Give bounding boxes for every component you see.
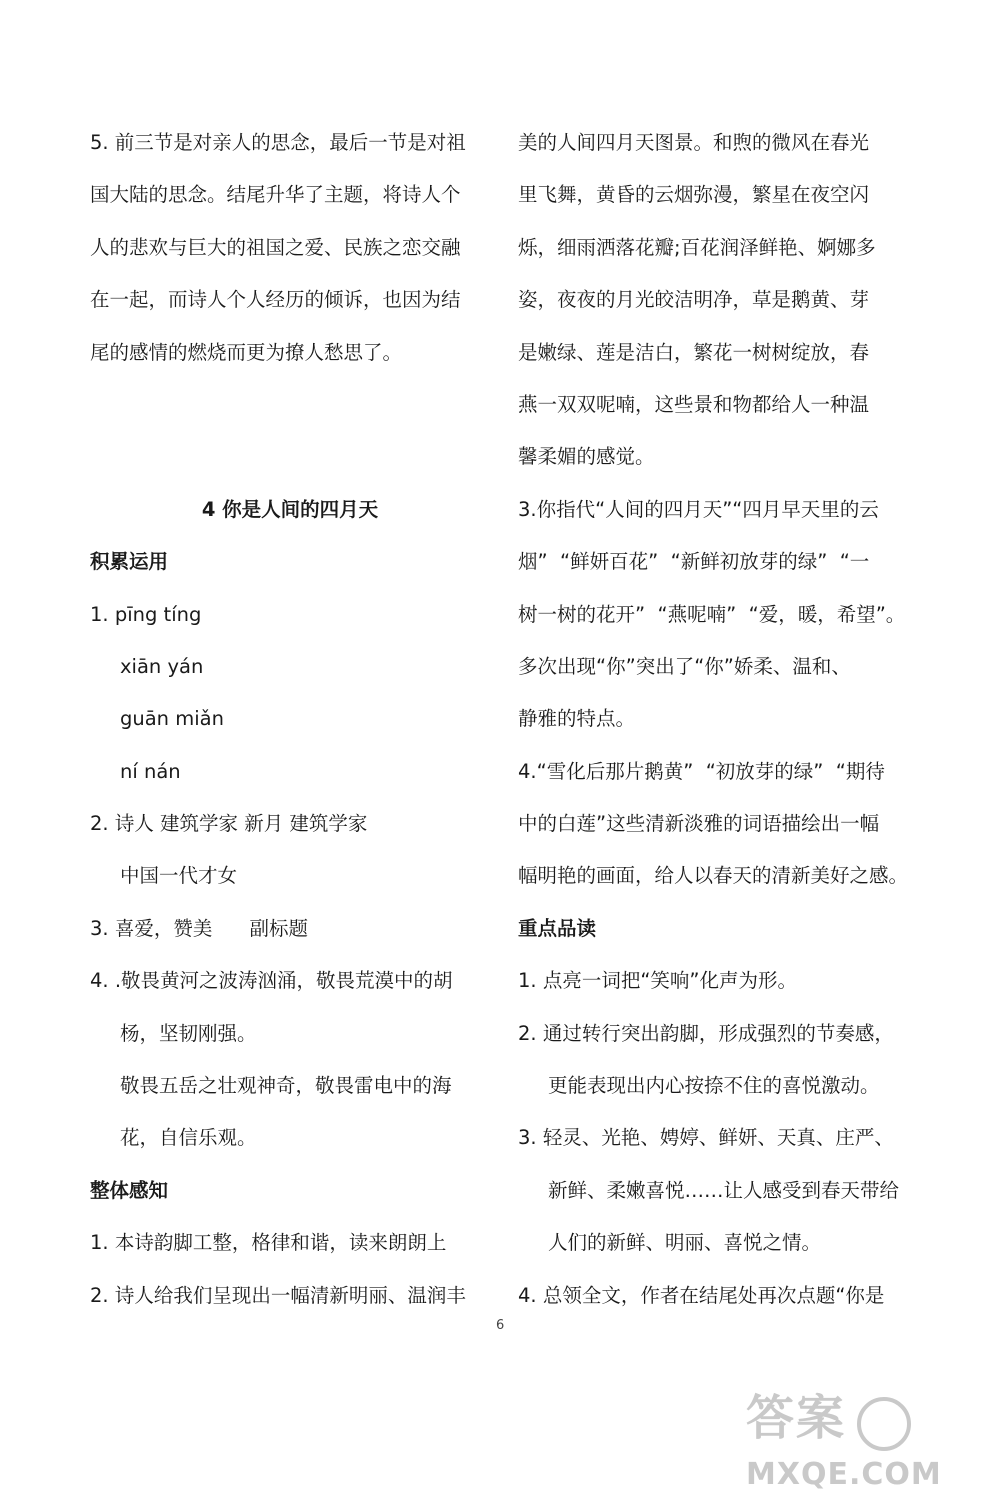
answer-text: 通过转行突出韵脚，形成强烈的节奏感， — [542, 1021, 894, 1045]
answer-text: 敬畏五岳之壮观神奇，敬畏雷电中的海 — [120, 1074, 452, 1098]
answer-text: 喜爱，赞美 副标题 — [114, 916, 309, 940]
question-number: 1. — [518, 969, 537, 993]
question-number: 4. — [518, 1283, 537, 1307]
pinyin-answer: xiān yán — [120, 654, 204, 678]
answer-text: .敬畏黄河之波涛汹涌，敬畏荒漠中的胡 — [114, 969, 453, 993]
answer-text: 花，自信乐观。 — [120, 1126, 257, 1150]
answer-text: 点亮一词把“笑响”化声为形。 — [542, 969, 798, 993]
key-question-4 — [518, 1270, 918, 1322]
answer-text: 杨，坚韧刚强。 — [120, 1021, 257, 1045]
answer-3-line: 树一树的花开” “燕呢喃” “爱，暖，希望”。 — [518, 602, 906, 626]
continued-line: 燕一双双呢喃，这些景和物都给人一种温 — [518, 392, 870, 416]
continued-line: 里飞舞，黄昏的云烟弥漫，繁星在夜空闪 — [518, 183, 870, 207]
answer-5-line: 人的悲欢与巨大的祖国之爱、民族之恋交融 — [90, 235, 461, 259]
answer-text: 总领全文，作者在结尾处再次点题“你是 — [542, 1283, 885, 1307]
answer-4-line: 4.“雪化后那片鹅黄” “初放芽的绿” “期待 — [518, 759, 885, 783]
answer-5-line: 国大陆的思念。结尾升华了主题，将诗人个 — [90, 183, 461, 207]
answer-text: 诗人给我们呈现出一幅清新明丽、温润丰 — [114, 1283, 466, 1307]
answer-text: 新鲜、柔嫩喜悦……让人感受到春天带给 — [548, 1178, 900, 1202]
pinyin-answer: pīng tíng — [114, 602, 202, 626]
question-4 — [90, 955, 490, 1007]
section-heading-accumulate: 积累运用 — [90, 550, 169, 574]
answer-4-line: 中的白莲”这些清新淡雅的词语描绘出一幅 — [518, 812, 880, 836]
question-number: 2. — [90, 812, 109, 836]
continued-line: 烁，细雨洒落花瓣;百花润泽鲜艳、婀娜多 — [518, 235, 876, 259]
question-2 — [90, 798, 490, 850]
overall-question-2 — [90, 1270, 490, 1322]
answer-3-line: 多次出现“你”突出了“你”娇柔、温和、 — [518, 654, 851, 678]
question-1 — [90, 589, 490, 641]
section-heading-overall: 整体感知 — [90, 1178, 169, 1202]
continued-line: 是嫩绿、莲是洁白，繁花一树树绽放，春 — [518, 340, 870, 364]
seal-icon — [857, 1397, 911, 1451]
continued-line: 姿，夜夜的月光皎洁明净，草是鹅黄、芽 — [518, 288, 870, 312]
key-question-1 — [518, 955, 918, 1007]
watermark-logo — [746, 1379, 986, 1492]
question-number: 1. — [90, 602, 109, 626]
answer-5-line: 在一起，而诗人个人经历的倾诉，也因为结 — [90, 288, 461, 312]
pinyin-answer: ní nán — [120, 759, 181, 783]
question-number: 4. — [90, 969, 109, 993]
answer-5-line: 5. 前三节是对亲人的思念，最后一节是对祖 — [90, 131, 466, 154]
question-number: 3. — [518, 1126, 537, 1150]
key-question-2 — [518, 1008, 918, 1060]
question-number: 2. — [518, 1021, 537, 1045]
question-number: 3. — [90, 916, 109, 940]
question-3 — [90, 903, 490, 955]
right-column — [518, 117, 918, 1322]
answer-3-line: 静雅的特点。 — [518, 707, 636, 731]
answer-text: 更能表现出内心按捺不住的喜悦激动。 — [548, 1074, 880, 1098]
watermark-domain: MXQE.COM — [746, 1456, 942, 1492]
answer-4-line: 幅明艳的画面，给人以春天的清新美好之感。 — [518, 864, 909, 888]
answer-text: 轻灵、光艳、娉婷、鲜妍、天真、庄严、 — [542, 1126, 894, 1150]
answer-text: 本诗韵脚工整，格律和谐，读来朗朗上 — [114, 1231, 447, 1255]
continued-line: 馨柔媚的感觉。 — [518, 445, 655, 469]
answer-3-line: 烟” “鲜妍百花” “新鲜初放芽的绿” “一 — [518, 550, 870, 574]
question-number: 2. — [90, 1283, 109, 1307]
answer-text: 诗人 建筑学家 新月 建筑学家 — [114, 812, 368, 836]
answer-3-line: 3.你指代“人间的四月天”“四月早天里的云 — [518, 497, 879, 521]
overall-question-1 — [90, 1217, 490, 1269]
answer-text: 中国一代才女 — [120, 864, 238, 888]
left-column — [90, 117, 490, 1322]
continued-line: 美的人间四月天图景。和煦的微风在春光 — [518, 131, 870, 154]
page-number: 6 — [496, 1318, 505, 1333]
lesson-title: 4 你是人间的四月天 — [201, 497, 379, 521]
section-heading-key-reading: 重点品读 — [518, 916, 597, 940]
question-number: 1. — [90, 1231, 109, 1255]
pinyin-answer: guān miǎn — [120, 707, 224, 731]
watermark-text: 答案 — [746, 1390, 847, 1446]
spacer — [90, 379, 490, 484]
answer-5-line: 尾的感情的燃烧而更为撩人愁思了。 — [90, 340, 403, 364]
key-question-3 — [518, 1112, 918, 1164]
answer-text: 人们的新鲜、明丽、喜悦之情。 — [548, 1231, 822, 1255]
